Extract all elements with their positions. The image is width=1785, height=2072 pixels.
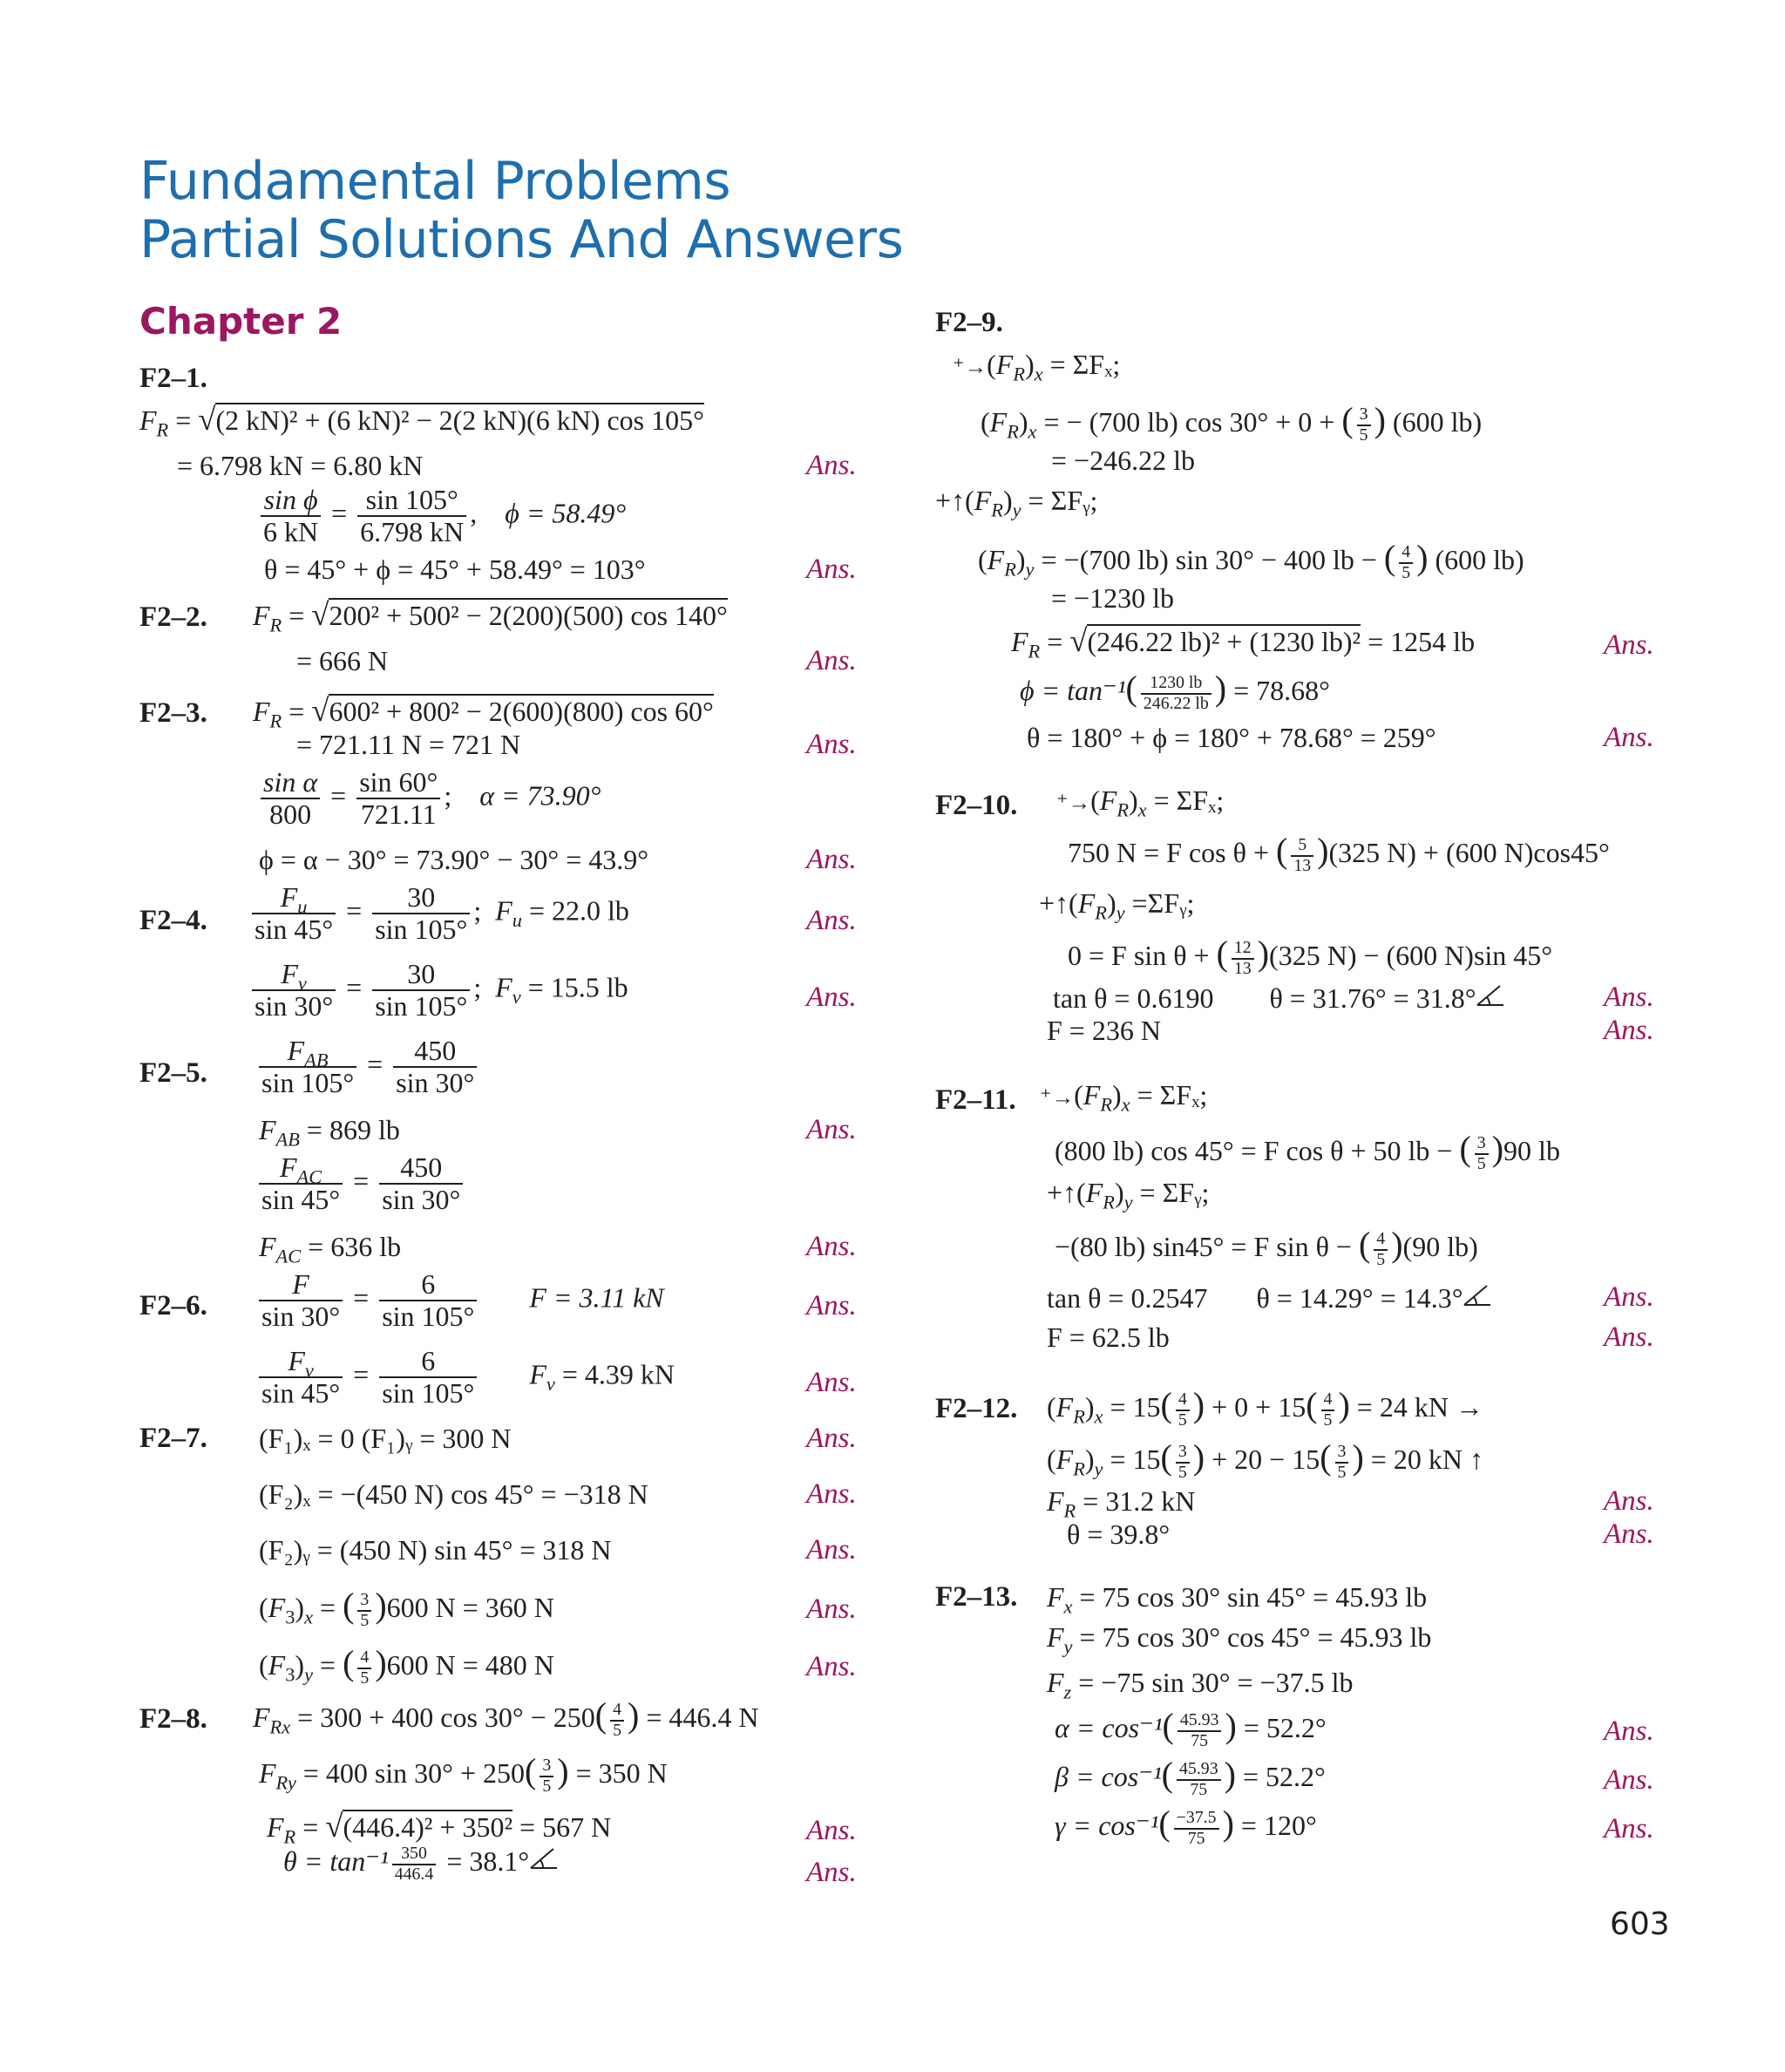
problem-label-f2-7: F2–7. — [139, 1423, 207, 1454]
answer-label: Ans. — [1604, 629, 1654, 661]
answer-label: Ans. — [806, 1290, 857, 1321]
answer-label: Ans. — [1604, 1015, 1654, 1046]
f2-13-line-2: $F_y = 75$ cos 30° cos 45° = 45.93 lb — [1047, 1621, 1432, 1658]
answer-label: Ans. — [806, 1593, 857, 1625]
f2-9-line-8: ϕ = tan⁻¹( $\frac{1230 lb}{246.22 lb}$ ) = 78.68° — [1020, 669, 1330, 713]
answer-label: Ans. — [806, 1367, 857, 1398]
answer-label: Ans. — [806, 729, 857, 760]
problem-label-f2-2: F2–2. — [139, 601, 207, 633]
f2-3-line-2: = 721.11 N = 721 N — [296, 729, 521, 760]
f2-10-line-5: tan θ = 0.6190 θ = 31.76° = 31.8° — [1053, 983, 1505, 1012]
f2-9-line-1: $^+\to(F_R)_x = \Sigma F_x$; — [953, 349, 1121, 385]
f2-7-line-1: (F₁)ₓ = 0 (F₁)ᵧ = 300 N — [259, 1423, 512, 1454]
f2-12-line-2: $(F_R)_y = 15$( $\frac{3}{5}$ ) + 20 − 15( $\frac{3}{5}$ ) = 20 kN ↑ — [1047, 1437, 1483, 1482]
f2-11-line-1: $^+\to(F_R)_x = \Sigma F_x$; — [1040, 1079, 1208, 1116]
problem-label-f2-3: F2–3. — [139, 697, 207, 729]
answer-label: Ans. — [806, 1651, 857, 1682]
page-number: 603 — [1610, 1906, 1670, 1942]
f2-2-line-2: = 666 N — [296, 645, 389, 676]
answer-label: Ans. — [806, 1857, 857, 1888]
f2-7-line-2: (F₂)ₓ = −(450 N) cos 45° = −318 N — [259, 1478, 648, 1510]
angle-icon — [1476, 982, 1505, 1014]
problem-label-f2-8: F2–8. — [139, 1703, 207, 1735]
answer-label: Ans. — [1604, 1764, 1654, 1796]
answer-label: Ans. — [1604, 722, 1654, 753]
problem-label-f2-9: F2–9. — [935, 307, 1003, 338]
f2-11-line-3: $+↑(F_R)_y$ = ΣFᵧ; — [1047, 1177, 1210, 1213]
f2-10-line-1: $^+\to(F_R)_x = \Sigma F_x$; — [1056, 785, 1225, 821]
f2-6-line-1: $\frac{F}{\sin 30^\circ}$ = $\frac{6}{\sin 105^\circ}$ F = 3.11 kN — [255, 1269, 664, 1332]
problem-label-f2-11: F2–11. — [935, 1084, 1016, 1116]
f2-1-line-4: θ = 45° + ϕ = 45° + 58.49° = 103° — [264, 554, 646, 585]
answer-label: Ans. — [1604, 1321, 1654, 1353]
f2-12-line-4: θ = 39.8° — [1067, 1518, 1171, 1550]
f2-9-line-9: θ = 180° + ϕ = 180° + 78.68° = 259° — [1027, 722, 1436, 753]
answer-label: Ans. — [1604, 1281, 1654, 1313]
problem-label-f2-4: F2–4. — [139, 905, 207, 936]
f2-5-line-2: $F_{AB} = 869$ lb — [259, 1114, 400, 1151]
problem-label-f2-1: F2–1. — [139, 363, 207, 394]
f2-11-line-4: −(80 lb) sin45° = F sin θ − ( $\frac{4}{5}$ )(90 lb) — [1055, 1225, 1478, 1269]
f2-9-line-7: $F_R = √(246.22$ lb)² + (1230 lb)² = 1254 lb — [1011, 622, 1476, 662]
answer-label: Ans. — [806, 554, 857, 585]
f2-11-line-6: F = 62.5 lb — [1047, 1321, 1170, 1353]
f2-2-line-1: $F_R = √200^2 + 500^2 - 2(200)(500)$ cos 140° — [253, 596, 728, 636]
f2-13-line-4: α = cos⁻¹( $\frac{45.93}{75}$ ) = 52.2° — [1055, 1706, 1327, 1750]
f2-3-line-1: $F_R = √600^2 + 800^2 - 2(600)(800)$ cos 60° — [253, 692, 714, 732]
answer-label: Ans. — [806, 1478, 857, 1510]
f2-1-line-1: $F_R = √(2$ kN)² + (6 kN)² − 2(2 kN)(6 kN) cos 105° — [139, 401, 704, 441]
f2-12-line-3: $F_R = 31.2$ kN — [1047, 1485, 1196, 1522]
answer-label: Ans. — [1604, 1813, 1654, 1844]
f2-11-line-2: (800 lb) cos 45° = F cos θ + 50 lb − ( $\frac{3}{5}$ )90 lb — [1055, 1129, 1560, 1173]
page-title-line-2: Partial Solutions And Answers — [139, 209, 904, 270]
f2-12-line-1: $(F_R)_x = 15$( $\frac{4}{5}$ ) + 0 + 15( $\frac{4}{5}$ ) = 24 kN → — [1047, 1385, 1483, 1430]
f2-4-line-1: $\frac{F_u}{\sin 45^\circ}$ = $\frac{30}{\sin 105^\circ}$ ; $F_u = 22.0$ lb — [248, 882, 629, 945]
problem-label-f2-12: F2–12. — [935, 1393, 1018, 1424]
problem-label-f2-6: F2–6. — [139, 1290, 207, 1321]
answer-label: Ans. — [1604, 1715, 1654, 1747]
page-title-line-1: Fundamental Problems — [139, 151, 731, 212]
f2-10-line-3: $+↑(F_R)_y$ =ΣFᵧ; — [1039, 887, 1195, 924]
answer-label: Ans. — [806, 1231, 857, 1262]
f2-3-line-4: ϕ = α − 30° = 73.90° − 30° = 43.9° — [259, 844, 649, 875]
f2-3-line-3: $\frac{\text{sin α}}{800}$ = $\frac{\sin 60^\circ}{721.11}$ ; α = 73.90° — [257, 767, 601, 830]
f2-1-line-2: = 6.798 kN = 6.80 kN — [177, 450, 424, 481]
answer-label: Ans. — [1604, 982, 1654, 1013]
f2-6-line-2: $\frac{F_v}{\sin 45^\circ}$ = $\frac{6}{\sin 105^\circ}$ $F_v = 4.39$ kN — [255, 1346, 675, 1409]
problem-label-f2-13: F2–13. — [935, 1581, 1018, 1613]
answer-label: Ans. — [806, 905, 857, 936]
f2-8-line-4: θ = tan⁻¹ $\frac{350}{446.4}$ = 38.1° — [283, 1844, 559, 1885]
f2-9-line-4: $+↑(F_R)_y$ = ΣFᵧ; — [935, 485, 1098, 521]
f2-8-line-1: $F_{Rx} = 300 + 400$ cos 30° − 250( $\frac{4}{5}$ ) = 446.4 N — [253, 1695, 759, 1740]
f2-9-line-2: $(F_R)_x$ = − (700 lb) cos 30° + 0 + ( $\frac{3}{5}$ ) (600 lb) — [981, 400, 1483, 445]
f2-8-line-2: $F_{Ry} = 400$ sin 30° + 250( $\frac{3}{5}$ ) = 350 N — [259, 1751, 668, 1796]
f2-10-line-2: 750 N = F cos θ + ( $\frac{5}{13}$ )(325 N) + (600 N)cos45° — [1068, 831, 1610, 875]
f2-5-line-1: $\frac{F_{AB}}{\sin 105^\circ}$ = $\frac{450}{\sin 30^\circ}$ — [255, 1036, 480, 1098]
f2-9-line-6: = −1230 lb — [1051, 582, 1174, 614]
answer-label: Ans. — [806, 645, 857, 676]
answer-label: Ans. — [806, 1423, 857, 1454]
answer-label: Ans. — [806, 1815, 857, 1846]
angle-icon — [1463, 1282, 1492, 1314]
answer-label: Ans. — [806, 982, 857, 1013]
answer-label: Ans. — [1604, 1485, 1654, 1517]
f2-7-line-4: $(F_3)_x$ = ( $\frac{3}{5}$ )600 N = 360 N — [259, 1586, 554, 1630]
f2-13-line-1: $F_x = 75$ cos 30° sin 45° = 45.93 lb — [1047, 1581, 1428, 1618]
chapter-heading: Chapter 2 — [139, 300, 343, 343]
problem-label-f2-5: F2–5. — [139, 1057, 207, 1089]
f2-8-line-3: $F_R = √(446.4)^2 + 350^2 = 567$ N — [267, 1808, 612, 1848]
f2-5-line-4: $F_{AC} = 636$ lb — [259, 1231, 402, 1267]
f2-7-line-3: (F₂)ᵧ = (450 N) sin 45° = 318 N — [259, 1534, 612, 1566]
problem-label-f2-10: F2–10. — [935, 790, 1018, 821]
answer-label: Ans. — [806, 450, 857, 481]
f2-13-line-6: γ = cos⁻¹( $\frac{-37.5}{75}$ ) = 120° — [1055, 1804, 1317, 1848]
f2-10-line-6: F = 236 N — [1047, 1015, 1161, 1046]
f2-9-line-3: = −246.22 lb — [1051, 445, 1195, 476]
answer-label: Ans. — [806, 1534, 857, 1566]
angle-icon — [529, 1845, 559, 1877]
f2-9-line-5: $(F_R)_y = -(700$ lb) sin 30° − 400 lb − ( $\frac{4}{5}$ ) (600 lb) — [978, 538, 1524, 582]
answer-label: Ans. — [806, 844, 857, 875]
f2-13-line-5: β = cos⁻¹( $\frac{45.93}{75}$ ) = 52.2° — [1055, 1755, 1326, 1799]
answer-label: Ans. — [1604, 1518, 1654, 1550]
f2-7-line-5: $(F_3)_y$ = ( $\frac{4}{5}$ )600 N = 480 N — [259, 1643, 554, 1688]
answer-label: Ans. — [806, 1114, 857, 1145]
f2-10-line-4: 0 = F sin θ + ( $\frac{12}{13}$ )(325 N) − (600 N)sin 45° — [1068, 934, 1553, 978]
f2-4-line-2: $\frac{F_v}{\sin 30^\circ}$ = $\frac{30}{\sin 105^\circ}$ ; $F_v = 15.5$ lb — [248, 959, 628, 1022]
f2-11-line-5: tan θ = 0.2547 θ = 14.29° = 14.3° — [1047, 1283, 1492, 1312]
f2-13-line-3: $F_z = -75$ sin 30° = −37.5 lb — [1047, 1667, 1354, 1703]
f2-5-line-3: $\frac{F_{AC}}{\sin 45^\circ}$ = $\frac{450}{\sin 30^\circ}$ — [255, 1152, 466, 1215]
f2-1-line-3: $\frac{\text{sin ϕ}}{6 kN}$ = $\frac{\sin 105^\circ}{6.798 kN}$ , ϕ = 58.49° — [257, 485, 626, 547]
